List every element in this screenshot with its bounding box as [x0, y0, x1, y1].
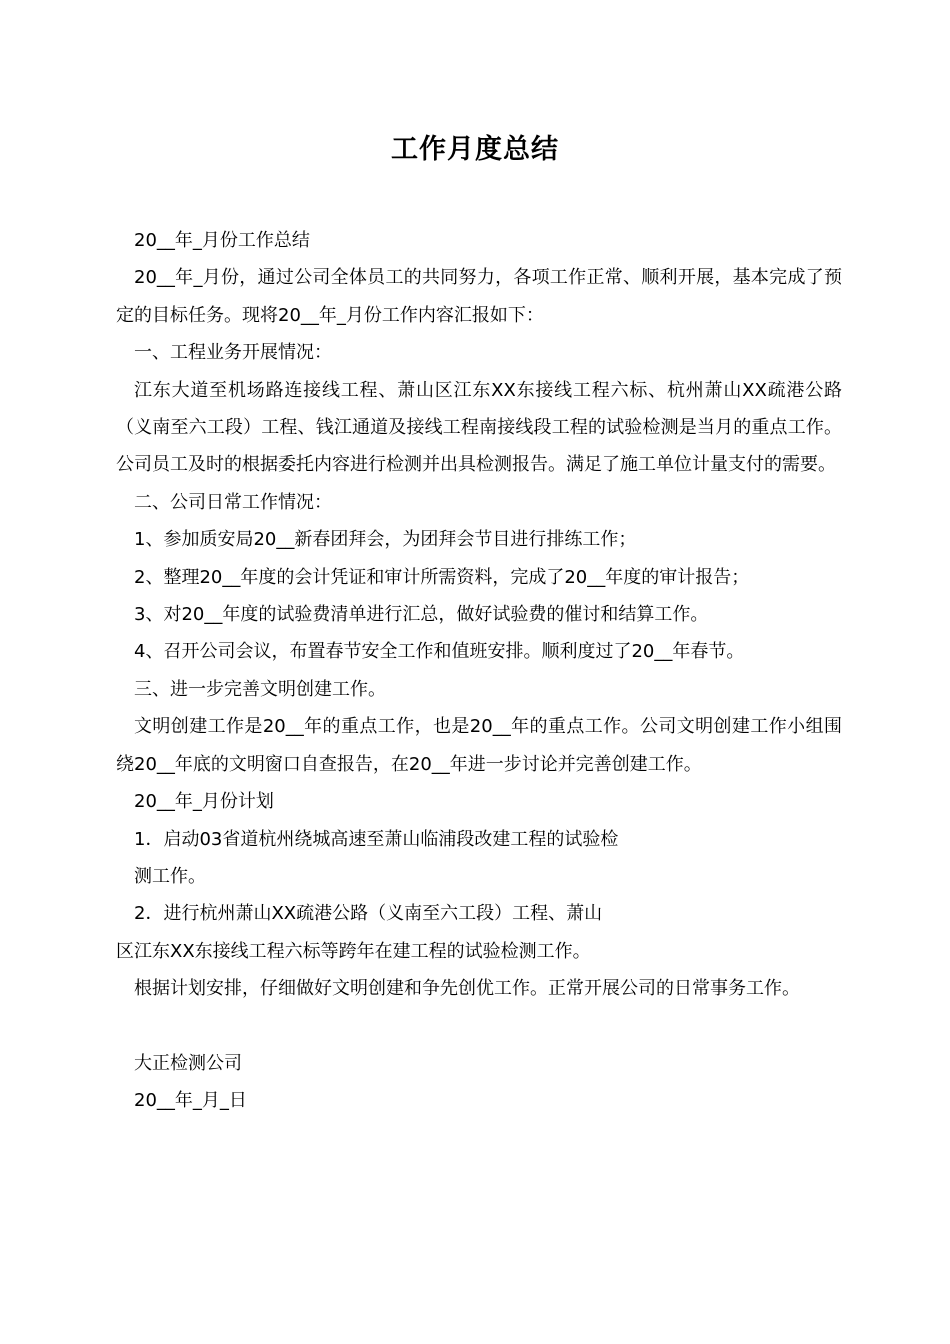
paragraph-closing: 根据计划安排，仔细做好文明创建和争先创优工作。正常开展公司的日常事务工作。 [134, 978, 800, 1000]
section-heading-1: 一、工程业务开展情况： [134, 342, 332, 364]
plan-item-2-line-1: 2．进行杭州萧山XX疏港公路（义南至六工段）工程、萧山 [134, 903, 603, 925]
section-heading-2: 二、公司日常工作情况： [134, 491, 332, 513]
signature-company: 大正检测公司 [134, 1052, 242, 1074]
plan-item-2-line-2: 区江东XX东接线工程六标等跨年在建工程的试验检测工作。 [116, 940, 591, 962]
document-title: 工作月度总结 [391, 134, 559, 165]
section-heading-3: 三、进一步完善文明创建工作。 [134, 678, 386, 700]
signature-date: 20__年_月_日 [134, 1089, 247, 1111]
paragraph-civilization: 文明创建工作是20__年的重点工作，也是20__年的重点工作。公司文明创建工作小组围绕20__年底的文明窗口自查报告，在20__年进一步讨论并完善创建工作。 [116, 716, 842, 775]
list-item-1: 1、参加质安局20__新春团拜会，为团拜会节目进行排练工作； [134, 529, 637, 551]
plan-item-1-line-2: 测工作。 [134, 865, 206, 887]
plan-item-1-line-1: 1．启动03省道杭州绕城高速至萧山临浦段改建工程的试验检 [134, 828, 619, 850]
list-item-4: 4、召开公司会议，布置春节安全工作和值班安排。顺利度过了20__年春节。 [134, 641, 745, 663]
list-item-2: 2、整理20__年度的会计凭证和审计所需资料，完成了20__年度的审计报告； [134, 566, 750, 588]
paragraph-intro: 20__年_月份，通过公司全体员工的共同努力，各项工作正常、顺利开展，基本完成了预定的目标任务。现将20__年_月份工作内容汇报如下： [116, 267, 842, 326]
blank-line [116, 1008, 842, 1045]
paragraph-heading-summary: 20__年_月份工作总结 [134, 230, 310, 251]
list-item-3: 3、对20__年度的试验费清单进行汇总，做好试验费的催讨和结算工作。 [134, 604, 709, 626]
document-body [116, 222, 842, 1119]
paragraph-heading-plan: 20__年_月份计划 [134, 791, 274, 813]
paragraph-engineering: 江东大道至机场路连接线工程、萧山区江东XX东接线工程六标、杭州萧山XX疏港公路（义南至六工段）工程、钱江通道及接线工程南接线段工程的试验检测是当月的重点工作。公司员工及时的根据委托内容进行检测并出具检测报告。满足了施工单位计量支付的需要。 [116, 379, 842, 476]
